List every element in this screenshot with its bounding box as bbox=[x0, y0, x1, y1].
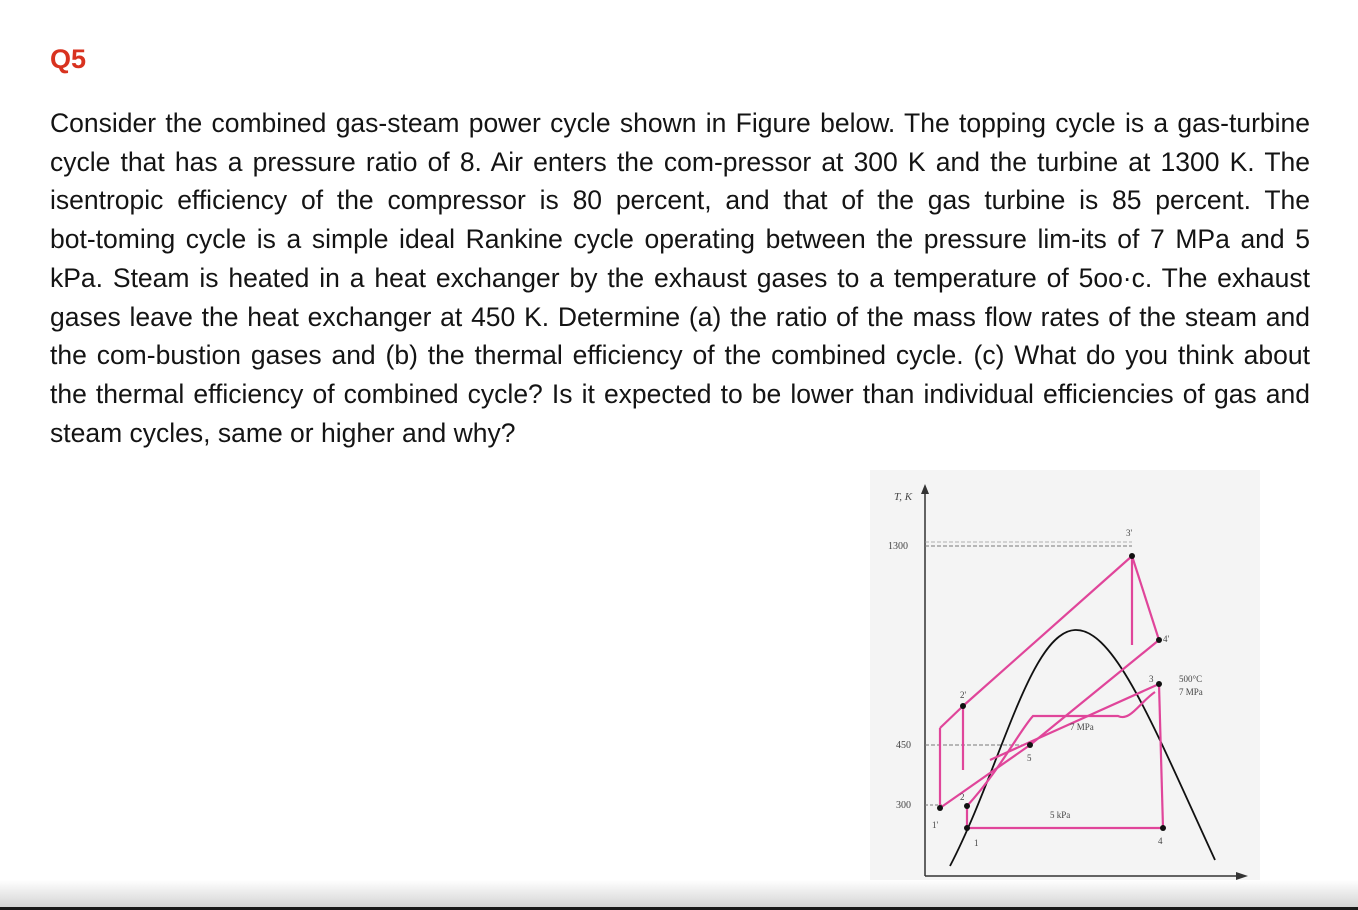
label-4-steam: 4 bbox=[1158, 836, 1163, 846]
steam-heat-addition bbox=[967, 692, 1155, 806]
gas-3-4 bbox=[1132, 556, 1159, 640]
steam-turbine bbox=[1159, 684, 1163, 828]
tick-300: 300 bbox=[896, 800, 911, 811]
question-text bbox=[50, 104, 1310, 452]
tick-1300: 1300 bbox=[888, 541, 908, 552]
label-3-steam: 3 bbox=[1149, 674, 1154, 684]
state-2-gas bbox=[960, 703, 966, 709]
steam-temperature-note: 500°C bbox=[1179, 674, 1203, 684]
state-4-steam bbox=[1160, 825, 1166, 831]
saturation-dome bbox=[950, 630, 1215, 866]
isobar-7mpa-label: 7 MPa bbox=[1070, 722, 1094, 732]
state-3-steam bbox=[1156, 681, 1162, 687]
gas-2-heat bbox=[940, 706, 963, 728]
label-4-gas: 4' bbox=[1163, 634, 1170, 644]
ts-diagram-figure bbox=[870, 470, 1260, 910]
label-2-gas: 2' bbox=[960, 690, 967, 700]
question-line: steam cycles, same or higher and why? bbox=[50, 417, 516, 448]
gas-heat-rejection bbox=[940, 745, 1030, 808]
label-1-steam: 1 bbox=[974, 838, 979, 848]
state-3-gas bbox=[1129, 553, 1135, 559]
s-axis-arrow-icon bbox=[1236, 872, 1248, 880]
question-line: isentropic efficiency of the compressor is 80 percent, and that of the gas turbine is 85 percent. The bbox=[50, 185, 1310, 216]
state-1-steam bbox=[964, 825, 970, 831]
page-bottom-shadow bbox=[0, 880, 1358, 910]
question-number: Q5 bbox=[50, 44, 87, 74]
gas-cycle bbox=[940, 556, 1159, 808]
state-5 bbox=[1027, 742, 1033, 748]
question-line: cycle that has a pressure ratio of 8. Air enters the com-pressor at 300 K and the turbine at 1300 K. The bbox=[50, 146, 1310, 177]
isobar-5kpa-label: 5 kPa bbox=[1050, 810, 1071, 820]
t-axis-label: T, K bbox=[894, 491, 913, 503]
question-line: the thermal efficiency of combined cycle? Is it expected to be lower than individual efficiencies of gas and bbox=[50, 378, 1310, 409]
label-3-gas: 3' bbox=[1126, 528, 1133, 538]
label-5: 5 bbox=[1027, 753, 1032, 763]
question-line: bot-toming cycle is a simple ideal Rankine cycle operating between the pressure lim-its of 7 MPa and 5 bbox=[50, 224, 1310, 255]
t-axis-arrow-icon bbox=[921, 484, 929, 494]
state-2-steam bbox=[964, 803, 970, 809]
ts-diagram bbox=[870, 470, 1260, 910]
label-2-steam: 2 bbox=[960, 792, 965, 802]
state-4-gas bbox=[1156, 637, 1162, 643]
tick-450: 450 bbox=[896, 740, 911, 751]
question-line: kPa. Steam is heated in a heat exchanger by the exhaust gases to a temperature of 5oo·c. The exhaust bbox=[50, 262, 1310, 293]
question-line: gases leave the heat exchanger at 450 K. Determine (a) the ratio of the mass flow rates of the steam and bbox=[50, 301, 1310, 332]
question-line: the com-bustion gases and (b) the thermal efficiency of the combined cycle. (c) What do you think about bbox=[50, 340, 1310, 371]
steam-cycle bbox=[967, 684, 1163, 828]
question-line: Consider the combined gas-steam power cycle shown in Figure below. The topping cycle is a gas-turbine bbox=[50, 108, 1310, 138]
label-1-gas: 1' bbox=[932, 820, 939, 830]
steam-pressure-note: 7 MPa bbox=[1179, 687, 1203, 697]
state-1-gas bbox=[937, 805, 943, 811]
